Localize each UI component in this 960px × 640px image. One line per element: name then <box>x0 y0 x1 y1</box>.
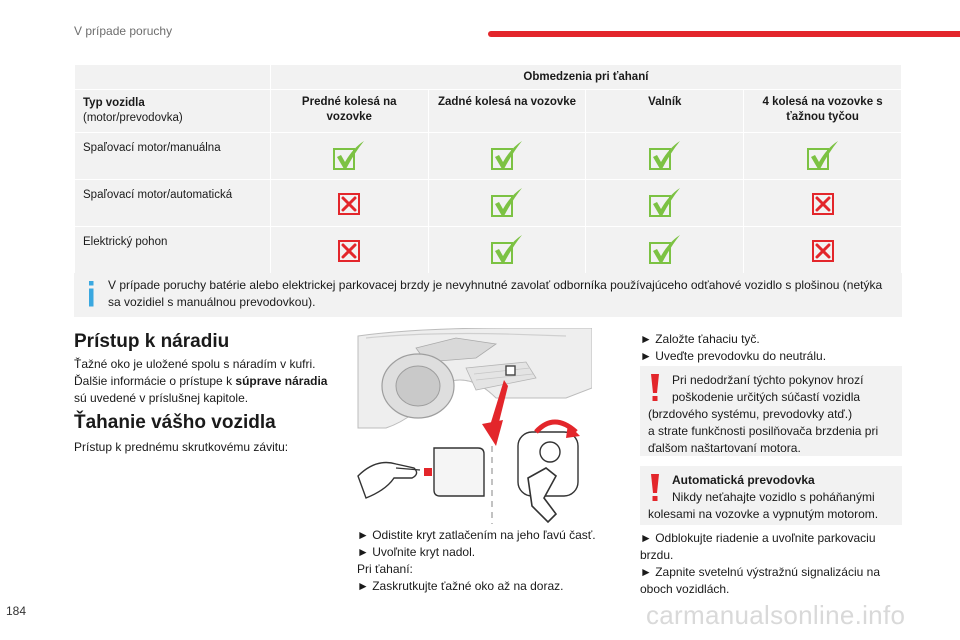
mark-icon <box>647 140 683 172</box>
checkmark-icon <box>647 234 683 266</box>
vehicle-type-label: Typ vozidla <box>83 97 145 109</box>
mark-icon <box>805 140 841 172</box>
table-first-col-head <box>75 90 271 133</box>
step-screw-eye: ► Zaskrutkujte ťažné oko až na doraz. <box>357 579 564 593</box>
vehicle-type-sublabel: (motor/prevodovka) <box>83 112 183 124</box>
step-unlock-cover: ► Odistite kryt zatlačením na jeho ľavú časť. <box>357 528 596 542</box>
checkmark-icon <box>647 140 683 172</box>
warning-icon <box>650 374 660 402</box>
warning-text-line: (brzdového systému, prevodovky atď.) <box>648 407 853 421</box>
access-line2: Ďalšie informácie o prístupe k <box>74 374 236 388</box>
mark-cell <box>270 180 428 227</box>
cross-icon <box>331 187 367 219</box>
mark-cell <box>744 133 902 180</box>
warning-title: Automatická prevodovka <box>672 473 815 487</box>
mark-icon <box>331 234 367 266</box>
towing-paragraph: Prístup k prednému skrutkovému závitu: <box>74 440 289 454</box>
right-steps-top <box>640 331 902 365</box>
mark-icon <box>331 187 367 219</box>
mark-cell <box>586 227 744 274</box>
towing-title: Ťahanie vášho vozidla <box>74 412 276 433</box>
mark-cell <box>586 180 744 227</box>
access-paragraph <box>74 356 339 407</box>
mark-icon <box>647 187 683 219</box>
row-label: Spaľovací motor/automatická <box>75 180 271 227</box>
step-neutral: ► Uveďte prevodovku do neutrálu. <box>640 349 827 363</box>
cover-steps <box>357 527 627 595</box>
table-row <box>75 133 902 180</box>
mark-icon <box>489 234 525 266</box>
mark-icon <box>805 187 841 219</box>
warning-box-automatic <box>640 466 902 525</box>
step-hazard-lights: ► Zapnite svetelnú výstražnú signalizáciu na oboch vozidlách. <box>640 565 880 596</box>
info-text: V prípade poruchy batérie alebo elektrickej parkovacej brzdy je nevyhnutné zavolať odborníka používajúceho odťahové vozidlo s plošinou (netýka sa vozidiel s manuálnou prevodovkou). <box>108 278 883 309</box>
section-title: V prípade poruchy <box>74 24 173 38</box>
cross-icon <box>331 234 367 266</box>
access-title: Prístup k náradiu <box>74 331 230 352</box>
tool-kit-link-text: súprave náradia <box>235 374 328 388</box>
mark-cell <box>428 180 586 227</box>
table-row <box>75 227 902 274</box>
checkmark-icon <box>489 234 525 266</box>
mark-cell <box>744 227 902 274</box>
mark-cell <box>270 227 428 274</box>
page-number: 184 <box>6 604 27 618</box>
checkmark-icon <box>647 187 683 219</box>
info-note <box>74 273 902 317</box>
checkmark-icon <box>489 187 525 219</box>
table-corner <box>75 65 271 90</box>
step-attach-bar: ► Založte ťahaciu tyč. <box>640 332 760 346</box>
watermark: carmanualsonline.info <box>646 600 906 630</box>
warning-lead-text: Pri nedodržaní týchto pokynov hrozí poškodenie určitých súčastí vozidla <box>672 373 864 404</box>
cross-icon <box>805 234 841 266</box>
cross-icon <box>805 187 841 219</box>
section-accent-bar <box>488 31 960 37</box>
warning-icon <box>650 474 660 502</box>
mark-icon <box>331 140 367 172</box>
mark-icon <box>489 140 525 172</box>
mark-icon <box>647 234 683 266</box>
mark-cell <box>586 133 744 180</box>
warning-box-damage <box>640 366 902 456</box>
table-row <box>75 180 902 227</box>
access-line1: Ťažné oko je uložené spolu s náradím v kufri. <box>74 357 316 371</box>
access-line3: sú uvedené v príslušnej kapitole. <box>74 391 249 405</box>
towing-eye-illustration <box>356 328 592 524</box>
mark-cell <box>428 227 586 274</box>
col-head-four-wheels: 4 kolesá na vozovke s ťažnou tyčou <box>744 90 902 133</box>
checkmark-icon <box>805 140 841 172</box>
mark-cell <box>744 180 902 227</box>
col-head-front-wheels: Predné kolesá na vozovke <box>270 90 428 133</box>
mark-cell <box>428 133 586 180</box>
warning-text-line: kolesami na vozovke a vypnutým motorom. <box>648 507 879 521</box>
warning-lead-text: Nikdy neťahajte vozidlo s poháňanými <box>672 490 875 504</box>
row-label: Spaľovací motor/manuálna <box>75 133 271 180</box>
col-head-flatbed: Valník <box>586 90 744 133</box>
step-release-cover: ► Uvoľnite kryt nadol. <box>357 545 476 559</box>
info-icon <box>86 281 96 307</box>
right-steps-bottom <box>640 530 902 598</box>
warning-text-line: a strate funkčnosti posilňovača brzdenia pri ďalšom naštartovaní motora. <box>648 424 879 455</box>
table-group-title: Obmedzenia pri ťahaní <box>270 65 901 90</box>
mark-cell <box>270 133 428 180</box>
mark-icon <box>489 187 525 219</box>
checkmark-icon <box>331 140 367 172</box>
towing-restrictions-table <box>74 64 902 274</box>
col-head-rear-wheels: Zadné kolesá na vozovke <box>428 90 586 133</box>
step-label-towing: Pri ťahaní: <box>357 562 413 576</box>
step-release-steering: ► Odblokujte riadenie a uvoľnite parkovaciu brzdu. <box>640 531 876 562</box>
mark-icon <box>805 234 841 266</box>
row-label: Elektrický pohon <box>75 227 271 274</box>
checkmark-icon <box>489 140 525 172</box>
